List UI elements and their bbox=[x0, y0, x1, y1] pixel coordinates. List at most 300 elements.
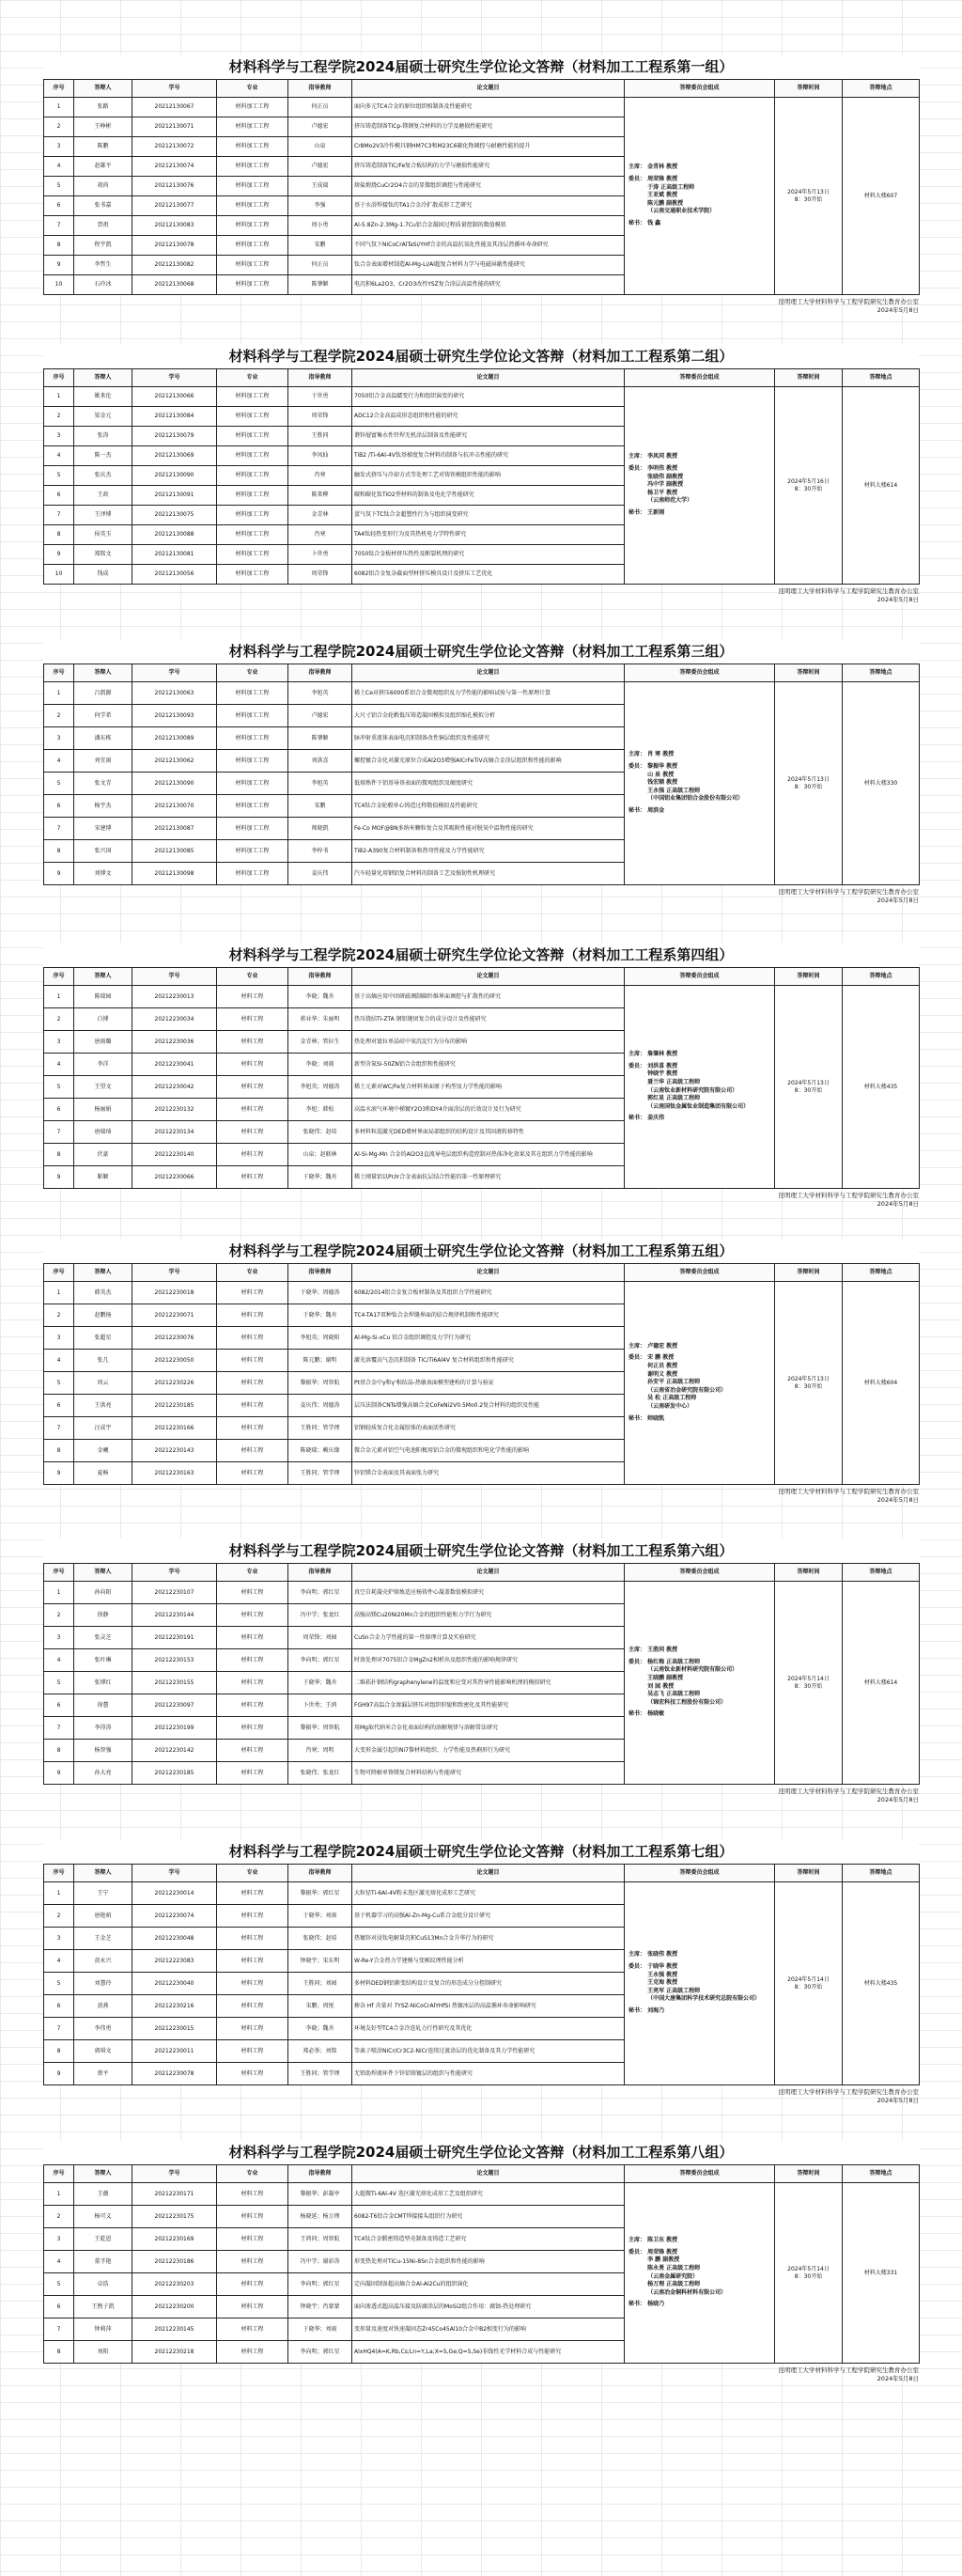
major: 材料工程 bbox=[217, 1350, 288, 1372]
header-topic: 论文题目 bbox=[352, 1264, 625, 1282]
committee-member: 钱宏顺 教授 bbox=[628, 779, 678, 787]
thesis-topic: Al-5.8Zn-2.3Mg-1.7Cu铝合金凝固过程质量控制的数值模拟 bbox=[352, 216, 625, 236]
seq: 9 bbox=[44, 256, 74, 275]
student-id: 20212130087 bbox=[132, 818, 217, 840]
student-name: 唐艳萌 bbox=[74, 1905, 132, 1928]
thesis-topic: Al-Si-Mg-Mn 合金的Al2O3直流导电层组织构造控制对热体净化效果及其在组织力学性能的影响 bbox=[352, 1144, 625, 1166]
seq: 8 bbox=[44, 525, 74, 545]
student-name: 王望文 bbox=[74, 1076, 132, 1099]
advisor: 李晓；魏舟 bbox=[288, 2018, 352, 2040]
advisor: 黎振华；彭凝亭 bbox=[288, 2183, 352, 2206]
student-name: 王峥彬 bbox=[74, 117, 132, 137]
advisor: 卢德宏 bbox=[288, 157, 352, 177]
major: 材料工程 bbox=[217, 1327, 288, 1350]
student-name: 刘宜雨 bbox=[74, 750, 132, 773]
defense-group-3 bbox=[43, 639, 919, 905]
advisor: 宋鹏 bbox=[288, 236, 352, 256]
advisor: 肖寒 bbox=[288, 525, 352, 545]
header-id: 学号 bbox=[132, 664, 217, 682]
seq: 2 bbox=[44, 1008, 74, 1031]
committee-member: 冯中学 副教授 bbox=[628, 481, 684, 489]
place-text: 材料大楼614 bbox=[863, 1678, 898, 1686]
committee-member: 委员： 于晓华 教授 bbox=[628, 1963, 678, 1971]
thesis-topic: TiB2-A390复合材料制备和热弯性能及力学性能研究 bbox=[352, 840, 625, 863]
advisor: 李旭英 bbox=[288, 682, 352, 705]
student-id: 20212130077 bbox=[132, 196, 217, 216]
major: 材料工程 bbox=[217, 1882, 288, 1905]
committee-member: （中国大唐集团科学技术研究总院有限公司） bbox=[628, 1995, 761, 2003]
advisor: 于晓华；刘雨 bbox=[288, 1905, 352, 1928]
student-name: 张几 bbox=[74, 1350, 132, 1372]
issue-date: 2024年5月8日 bbox=[877, 2375, 919, 2382]
student-id: 20212130084 bbox=[132, 407, 217, 427]
committee-member: 谢明义 教授 bbox=[628, 1370, 678, 1378]
header-name: 答辩人 bbox=[74, 1264, 132, 1282]
defense-place bbox=[843, 986, 920, 1189]
seq: 6 bbox=[44, 1099, 74, 1121]
header-time: 答辩时间 bbox=[775, 80, 843, 98]
seq: 3 bbox=[44, 1327, 74, 1350]
student-name: 张书嘉 bbox=[74, 196, 132, 216]
advisor: 于晓华；周德涛 bbox=[288, 1282, 352, 1304]
thesis-topic: 面向渗透式超高温压接及防腐涂层的MoSi2组合作用：腐蚀-热处理研究 bbox=[352, 2296, 625, 2318]
committee-member: （云南交通职业技术学院） bbox=[628, 208, 716, 215]
thesis-topic: 热压烧结Ti-ZTA 钢铝键团复合的成分设计及性能研究 bbox=[352, 1008, 625, 1031]
student-name: 韩英杰 bbox=[74, 1282, 132, 1304]
major: 材料工程 bbox=[217, 2040, 288, 2063]
time-line: 8：30开始 bbox=[794, 1682, 823, 1690]
header-topic: 论文题目 bbox=[352, 968, 625, 986]
thesis-topic: 6082-T6铝合金CMT焊接接头组织行为研究 bbox=[352, 2206, 625, 2228]
student-id: 20212230107 bbox=[132, 1582, 217, 1604]
advisor: 于世勇 bbox=[288, 387, 352, 407]
advisor: 何正员 bbox=[288, 256, 352, 275]
student-id: 20212230145 bbox=[132, 2318, 217, 2341]
student-id: 20212130078 bbox=[132, 236, 217, 256]
thesis-topic: 汽车轻量化用钢铝复合材料的制备工艺及强韧性机理研究 bbox=[352, 863, 625, 885]
header-topic: 论文题目 bbox=[352, 369, 625, 387]
time-line: 8：30开始 bbox=[794, 195, 823, 203]
time-line: 2024年5月14日 bbox=[787, 1975, 830, 1983]
header-seq: 序号 bbox=[44, 968, 74, 986]
major: 材料工程 bbox=[217, 2206, 288, 2228]
seq: 3 bbox=[44, 137, 74, 157]
thesis-topic: TC4钛合金轮毂单心铸造过程数值模拟及性能研究 bbox=[352, 795, 625, 818]
student-name: 金曦 bbox=[74, 1440, 132, 1462]
student-id: 20212230050 bbox=[132, 1350, 217, 1372]
thesis-topic: 谐锌層富集水性钎焊无机涂层制备及性能研究 bbox=[352, 427, 625, 446]
student-name: 钟莉萍 bbox=[74, 2318, 132, 2341]
student-name: 王金芝 bbox=[74, 1928, 132, 1950]
table-header-row bbox=[44, 968, 920, 986]
seq: 7 bbox=[44, 216, 74, 236]
seq: 8 bbox=[44, 2341, 74, 2364]
student-name: 张文青 bbox=[74, 773, 132, 795]
major: 材料加工工程 bbox=[217, 705, 288, 727]
major: 材料工程 bbox=[217, 2018, 288, 2040]
student-id: 20212230071 bbox=[132, 1304, 217, 1327]
schedule-table bbox=[43, 1263, 920, 1485]
thesis-topic: 变形量及速度对快速凝固态Zr45Co45Al10合金中B2相变行为的影响 bbox=[352, 2318, 625, 2341]
thesis-topic: 熔盐煅烧CuCr2O4合金的显微组织调控与性能研究 bbox=[352, 177, 625, 196]
student-name: 徐静 bbox=[74, 1604, 132, 1627]
thesis-topic: 6082/2014铝合金复合板材制备及其组织力学性能研究 bbox=[352, 1282, 625, 1304]
group-footer bbox=[43, 585, 919, 604]
seq: 5 bbox=[44, 1076, 74, 1099]
table-header-row bbox=[44, 2165, 920, 2183]
student-name: 张灵芝 bbox=[74, 1627, 132, 1649]
advisor: 李晓；刘雨 bbox=[288, 1054, 352, 1076]
student-id: 20212230014 bbox=[132, 1882, 217, 1905]
major: 材料工程 bbox=[217, 2063, 288, 2085]
header-topic: 论文题目 bbox=[352, 664, 625, 682]
advisor: 杨晓延；杨万理 bbox=[288, 2206, 352, 2228]
student-name: 何学希 bbox=[74, 705, 132, 727]
student-id: 20212230036 bbox=[132, 1031, 217, 1054]
table-row bbox=[44, 2183, 920, 2206]
major: 材料加工工程 bbox=[217, 407, 288, 427]
student-id: 20212230218 bbox=[132, 2341, 217, 2364]
major: 材料加工工程 bbox=[217, 387, 288, 407]
major: 材料工程 bbox=[217, 2228, 288, 2251]
thesis-topic: 螺控镀合金化对激光原位合成Al2O3增强AlCrFeTiV高熵合金涂层组织和性能的影响 bbox=[352, 750, 625, 773]
advisor: 郑必举；刘铭 bbox=[288, 2040, 352, 2063]
advisor: 王成瑞 bbox=[288, 177, 352, 196]
advisor: 李梓书 bbox=[288, 840, 352, 863]
student-id: 20212130093 bbox=[132, 705, 217, 727]
schedule-table bbox=[43, 967, 920, 1189]
thesis-topic: 不同气氛下NiCoCrAlTaSi/YHf合金的高温抗氧化性能及其涂层热循环寿命研究 bbox=[352, 236, 625, 256]
student-id: 20212130069 bbox=[132, 446, 217, 466]
major: 材料加工工程 bbox=[217, 275, 288, 295]
major: 材料工程 bbox=[217, 1905, 288, 1928]
thesis-topic: Cr8Mo2V3冷作模具钢HM7C3和M23C6碳化物调控与耐磨性能的提升 bbox=[352, 137, 625, 157]
header-time: 答辩时间 bbox=[775, 369, 843, 387]
advisor: 卢德宏 bbox=[288, 117, 352, 137]
major: 材料加工工程 bbox=[217, 863, 288, 885]
office-name: 昆明理工大学材料科学与工程学院研究生教育办公室 bbox=[778, 1788, 919, 1795]
seq: 1 bbox=[44, 98, 74, 117]
header-name: 答辩人 bbox=[74, 664, 132, 682]
major: 材料工程 bbox=[217, 1627, 288, 1649]
place-text: 材料大楼607 bbox=[863, 192, 898, 199]
student-name: 卓浩 bbox=[74, 2273, 132, 2296]
student-id: 20212230155 bbox=[132, 1672, 217, 1694]
committee-member: 秘书： 刘海乃 bbox=[628, 2006, 665, 2014]
thesis-topic: 蛋气氛下TC钛合金超塑性行为与组织演变研究 bbox=[352, 506, 625, 525]
header-committee: 答辩委员会组成 bbox=[625, 80, 775, 98]
header-name: 答辩人 bbox=[74, 80, 132, 98]
header-id: 学号 bbox=[132, 80, 217, 98]
thesis-topic: 大粒径Ti-6Al-4V粉末选区激光熔化成形工艺研究 bbox=[352, 1882, 625, 1905]
major: 材料工程 bbox=[217, 1054, 288, 1076]
student-name: 陈一杰 bbox=[74, 446, 132, 466]
advisor: 姜庆伟 bbox=[288, 863, 352, 885]
thesis-topic: FGH97高温合金渗漏层挤压对组织形貌和致密化及其性能研究 bbox=[352, 1694, 625, 1717]
student-name: 吕凯源 bbox=[74, 682, 132, 705]
advisor: 张晓伟；赵培 bbox=[288, 1121, 352, 1144]
thesis-topic: 稀土Ce对挤压6000系铝合金微观组织及力学性能的影响试验与第一性原理计算 bbox=[352, 682, 625, 705]
group-footer bbox=[43, 295, 919, 315]
student-name: 徐慧 bbox=[74, 1694, 132, 1717]
seq: 10 bbox=[44, 275, 74, 295]
header-id: 学号 bbox=[132, 2165, 217, 2183]
student-id: 20212230074 bbox=[132, 1905, 217, 1928]
seq: 2 bbox=[44, 2206, 74, 2228]
thesis-topic: 碳和碳化钛TiO2型材料的制备及电化学性能研究 bbox=[352, 486, 625, 506]
header-advisor: 指导教师 bbox=[288, 664, 352, 682]
committee-member: 聂兰华 正高级工程师 bbox=[628, 1078, 701, 1085]
header-time: 答辩时间 bbox=[775, 1264, 843, 1282]
student-name: 张路 bbox=[74, 98, 132, 117]
committee-member: 吴 松 正高级工程师 bbox=[628, 1395, 697, 1402]
student-id: 20212230142 bbox=[132, 1740, 217, 1762]
header-seq: 序号 bbox=[44, 2165, 74, 2183]
committee-member: 秘书： 王新刚 bbox=[628, 508, 665, 516]
seq: 6 bbox=[44, 2296, 74, 2318]
advisor: 金青林；管拉生 bbox=[288, 1031, 352, 1054]
major: 材料工程 bbox=[217, 2251, 288, 2273]
student-id: 20212230199 bbox=[132, 1717, 217, 1740]
seq: 7 bbox=[44, 818, 74, 840]
student-name: 白博 bbox=[74, 1008, 132, 1031]
header-advisor: 指导教师 bbox=[288, 80, 352, 98]
time-line: 8：30开始 bbox=[794, 485, 823, 492]
advisor: 肖寒 bbox=[288, 466, 352, 486]
header-committee: 答辩委员会组成 bbox=[625, 369, 775, 387]
seq: 1 bbox=[44, 1882, 74, 1905]
seq: 6 bbox=[44, 1694, 74, 1717]
student-id: 20212230144 bbox=[132, 1604, 217, 1627]
header-topic: 论文题目 bbox=[352, 1865, 625, 1882]
major: 材料加工工程 bbox=[217, 177, 288, 196]
seq: 9 bbox=[44, 1462, 74, 1485]
defense-time bbox=[775, 986, 843, 1189]
student-name: 宋建博 bbox=[74, 818, 132, 840]
student-id: 20212130062 bbox=[132, 750, 217, 773]
student-id: 20212130090 bbox=[132, 466, 217, 486]
student-id: 20212230134 bbox=[132, 1121, 217, 1144]
student-name: 郭琪文 bbox=[74, 2040, 132, 2063]
student-id: 20212130079 bbox=[132, 427, 217, 446]
major: 材料加工工程 bbox=[217, 157, 288, 177]
student-id: 20212230048 bbox=[132, 1928, 217, 1950]
office-name: 昆明理工大学材料科学与工程学院研究生教育办公室 bbox=[778, 2088, 919, 2096]
time-line: 8：30开始 bbox=[794, 1382, 823, 1390]
time-line: 8：30开始 bbox=[794, 1086, 823, 1094]
committee-member: 李 鹏 副教授 bbox=[628, 2256, 680, 2264]
major: 材料工程 bbox=[217, 1928, 288, 1950]
schedule-table bbox=[43, 664, 920, 885]
major: 材料工程 bbox=[217, 1694, 288, 1717]
table-row bbox=[44, 986, 920, 1008]
committee-member: 秘书： 钱 鑫 bbox=[628, 219, 661, 226]
committee-member: 王永强 教授 bbox=[628, 1971, 678, 1978]
student-id: 20212130083 bbox=[132, 216, 217, 236]
header-major: 专业 bbox=[217, 369, 288, 387]
thesis-topic: 无铅助焊液环件下锌铝铸镀层的组织与性能研究 bbox=[352, 2063, 625, 2085]
major: 材料工程 bbox=[217, 1304, 288, 1327]
student-id: 20212230013 bbox=[132, 986, 217, 1008]
seq: 4 bbox=[44, 2251, 74, 2273]
advisor: 李向明；郭红星 bbox=[288, 2273, 352, 2296]
student-name: 赵雄平 bbox=[74, 157, 132, 177]
student-name: 王洪亮 bbox=[74, 1395, 132, 1417]
time-line: 2024年5月13日 bbox=[787, 1375, 830, 1382]
defense-time bbox=[775, 1282, 843, 1485]
seq: 7 bbox=[44, 506, 74, 525]
thesis-topic: 热处理对富拉单晶硅中氧沉淀行为分布的影响 bbox=[352, 1031, 625, 1054]
major: 材料工程 bbox=[217, 1649, 288, 1672]
committee-cell bbox=[625, 986, 775, 1189]
seq: 5 bbox=[44, 2273, 74, 2296]
major: 材料工程 bbox=[217, 1462, 288, 1485]
seq: 3 bbox=[44, 427, 74, 446]
header-major: 专业 bbox=[217, 1564, 288, 1582]
table-row bbox=[44, 1882, 920, 1905]
thesis-topic: 电沉积6La2O3、Cr2O3改性YSZ复合涂层高温性能的研究 bbox=[352, 275, 625, 295]
seq: 9 bbox=[44, 545, 74, 565]
student-name: 陈瑞园 bbox=[74, 986, 132, 1008]
seq: 6 bbox=[44, 1995, 74, 2018]
student-name: 王政 bbox=[74, 486, 132, 506]
student-name: 伏豪 bbox=[74, 1144, 132, 1166]
header-name: 答辩人 bbox=[74, 968, 132, 986]
place-text: 材料大楼614 bbox=[863, 481, 898, 489]
thesis-topic: 7050铝合金高温蠕变行为和组织演变的研究 bbox=[352, 387, 625, 407]
committee-member: 杨万理 正高级工程师 bbox=[628, 2281, 701, 2288]
thesis-topic: Pt基合金中γ和γ'相结晶-热敏表面模型建构的计算与验证 bbox=[352, 1372, 625, 1395]
student-name: 张超星 bbox=[74, 1327, 132, 1350]
major: 材料加工工程 bbox=[217, 486, 288, 506]
student-name: 杨丽娟 bbox=[74, 1099, 132, 1121]
office-name: 昆明理工大学材料科学与工程学院研究生教育办公室 bbox=[778, 1192, 919, 1199]
header-seq: 序号 bbox=[44, 664, 74, 682]
major: 材料工程 bbox=[217, 1582, 288, 1604]
header-name: 答辩人 bbox=[74, 1564, 132, 1582]
committee-member: 郭红星 正高级工程师 bbox=[628, 1095, 701, 1102]
defense-place bbox=[843, 98, 920, 295]
header-seq: 序号 bbox=[44, 1865, 74, 1882]
major: 材料加工工程 bbox=[217, 466, 288, 486]
student-id: 20212130081 bbox=[132, 545, 217, 565]
header-major: 专业 bbox=[217, 1264, 288, 1282]
student-id: 20212230078 bbox=[132, 2063, 217, 2085]
committee-member: 孙安平 正高级工程师 bbox=[628, 1379, 701, 1386]
advisor: 张晓伟；张龙红 bbox=[288, 1762, 352, 1785]
thesis-topic: 高温水滚气环境中梯镀Y2O3和DY4介面涂层的后效设计及行为研究 bbox=[352, 1099, 625, 1121]
defense-time bbox=[775, 1882, 843, 2085]
header-place: 答辩地点 bbox=[843, 1564, 920, 1582]
major: 材料加工工程 bbox=[217, 236, 288, 256]
header-seq: 序号 bbox=[44, 1564, 74, 1582]
student-id: 20212130091 bbox=[132, 486, 217, 506]
seq: 8 bbox=[44, 236, 74, 256]
student-name: 张博红 bbox=[74, 1672, 132, 1694]
group-footer bbox=[43, 1785, 919, 1804]
group-title: 材料科学与工程学院2024届硕士研究生学位论文答辩（材料加工工程系第三组） bbox=[43, 639, 919, 664]
header-advisor: 指导教师 bbox=[288, 1564, 352, 1582]
committee-member: 委员： 周荣锋 教授 bbox=[628, 176, 678, 183]
thesis-topic: 基于机器学习的高强Al-Zn-Mg-Cu系合金组分设计研究 bbox=[352, 1905, 625, 1928]
student-name: 汪成宇 bbox=[74, 1417, 132, 1440]
office-name: 昆明理工大学材料科学与工程学院研究生教育办公室 bbox=[778, 1488, 919, 1495]
student-name: 刘博文 bbox=[74, 863, 132, 885]
seq: 2 bbox=[44, 407, 74, 427]
seq: 3 bbox=[44, 727, 74, 750]
committee-member: 山 泉 教授 bbox=[628, 771, 675, 778]
student-id: 20212230191 bbox=[132, 1627, 217, 1649]
defense-place bbox=[843, 1282, 920, 1485]
thesis-topic: Al-Mg-Si-xCu 铝合金组织调控及力学行为研究 bbox=[352, 1327, 625, 1350]
header-advisor: 指导教师 bbox=[288, 2165, 352, 2183]
advisor: 宋鹏；周悦 bbox=[288, 1995, 352, 2018]
advisor: 蒋业华；朱丽明 bbox=[288, 1008, 352, 1031]
seq: 4 bbox=[44, 1350, 74, 1372]
student-id: 20212230076 bbox=[132, 1327, 217, 1350]
header-name: 答辩人 bbox=[74, 369, 132, 387]
student-name: 赵鹏扬 bbox=[74, 1304, 132, 1327]
committee-member: 王亮军 正高级工程师 bbox=[628, 1987, 701, 1994]
advisor: 王胜同；刘园 bbox=[288, 1973, 352, 1995]
thesis-topic: 稀土元素对WC/Fe复合材料界面原子构型及力学性能的影响 bbox=[352, 1076, 625, 1099]
student-name: 王薇 bbox=[74, 2183, 132, 2206]
seq: 3 bbox=[44, 2228, 74, 2251]
seq: 9 bbox=[44, 2063, 74, 2085]
major: 材料加工工程 bbox=[217, 840, 288, 863]
major: 材料工程 bbox=[217, 1950, 288, 1973]
advisor: 冯中学；张龙红 bbox=[288, 1604, 352, 1627]
group-title: 材料科学与工程学院2024届硕士研究生学位论文答辩（材料加工工程系第一组） bbox=[43, 55, 919, 79]
defense-time bbox=[775, 682, 843, 885]
seq: 7 bbox=[44, 1121, 74, 1144]
header-time: 答辩时间 bbox=[775, 1865, 843, 1882]
major: 材料工程 bbox=[217, 2273, 288, 2296]
thesis-topic: TC4-TA17双种钛合金焊缝界面的结合规律机制和性能研究 bbox=[352, 1304, 625, 1327]
defense-place bbox=[843, 1882, 920, 2085]
advisor: 李旭；韩松 bbox=[288, 1099, 352, 1121]
student-name: 王乾恩 bbox=[74, 2228, 132, 2251]
committee-member: （中国铝业集团铝合金股份有限公司） bbox=[628, 795, 744, 803]
advisor: 钟晓宇；宋东明 bbox=[288, 1950, 352, 1973]
student-name: 孙向阳 bbox=[74, 1582, 132, 1604]
header-major: 专业 bbox=[217, 1865, 288, 1882]
seq: 4 bbox=[44, 157, 74, 177]
major: 材料工程 bbox=[217, 1717, 288, 1740]
defense-group-4 bbox=[43, 943, 919, 1209]
student-name: 黄永兴 bbox=[74, 1950, 132, 1973]
place-text: 材料大楼435 bbox=[863, 1979, 898, 1987]
header-seq: 序号 bbox=[44, 80, 74, 98]
thesis-topic: 基于高熵应用中团研磁调制碳纤维界面调控与扩散性的研究 bbox=[352, 986, 625, 1008]
student-name: 唐瑞琦 bbox=[74, 1121, 132, 1144]
major: 材料加工工程 bbox=[217, 506, 288, 525]
student-id: 20212230040 bbox=[132, 1973, 217, 1995]
defense-place bbox=[843, 2183, 920, 2364]
student-id: 20212230169 bbox=[132, 2228, 217, 2251]
seq: 7 bbox=[44, 1417, 74, 1440]
advisor: 陈肇颖 bbox=[288, 275, 352, 295]
place-text: 材料大楼435 bbox=[863, 1083, 898, 1090]
advisor: 陈肇颖 bbox=[288, 727, 352, 750]
table-row bbox=[44, 387, 920, 407]
issue-date: 2024年5月8日 bbox=[877, 897, 919, 904]
seq: 5 bbox=[44, 1372, 74, 1395]
advisor: 卜世勇 bbox=[288, 545, 352, 565]
advisor: 李向明；郭红星 bbox=[288, 1649, 352, 1672]
advisor: 李凤仙 bbox=[288, 446, 352, 466]
seq: 1 bbox=[44, 986, 74, 1008]
